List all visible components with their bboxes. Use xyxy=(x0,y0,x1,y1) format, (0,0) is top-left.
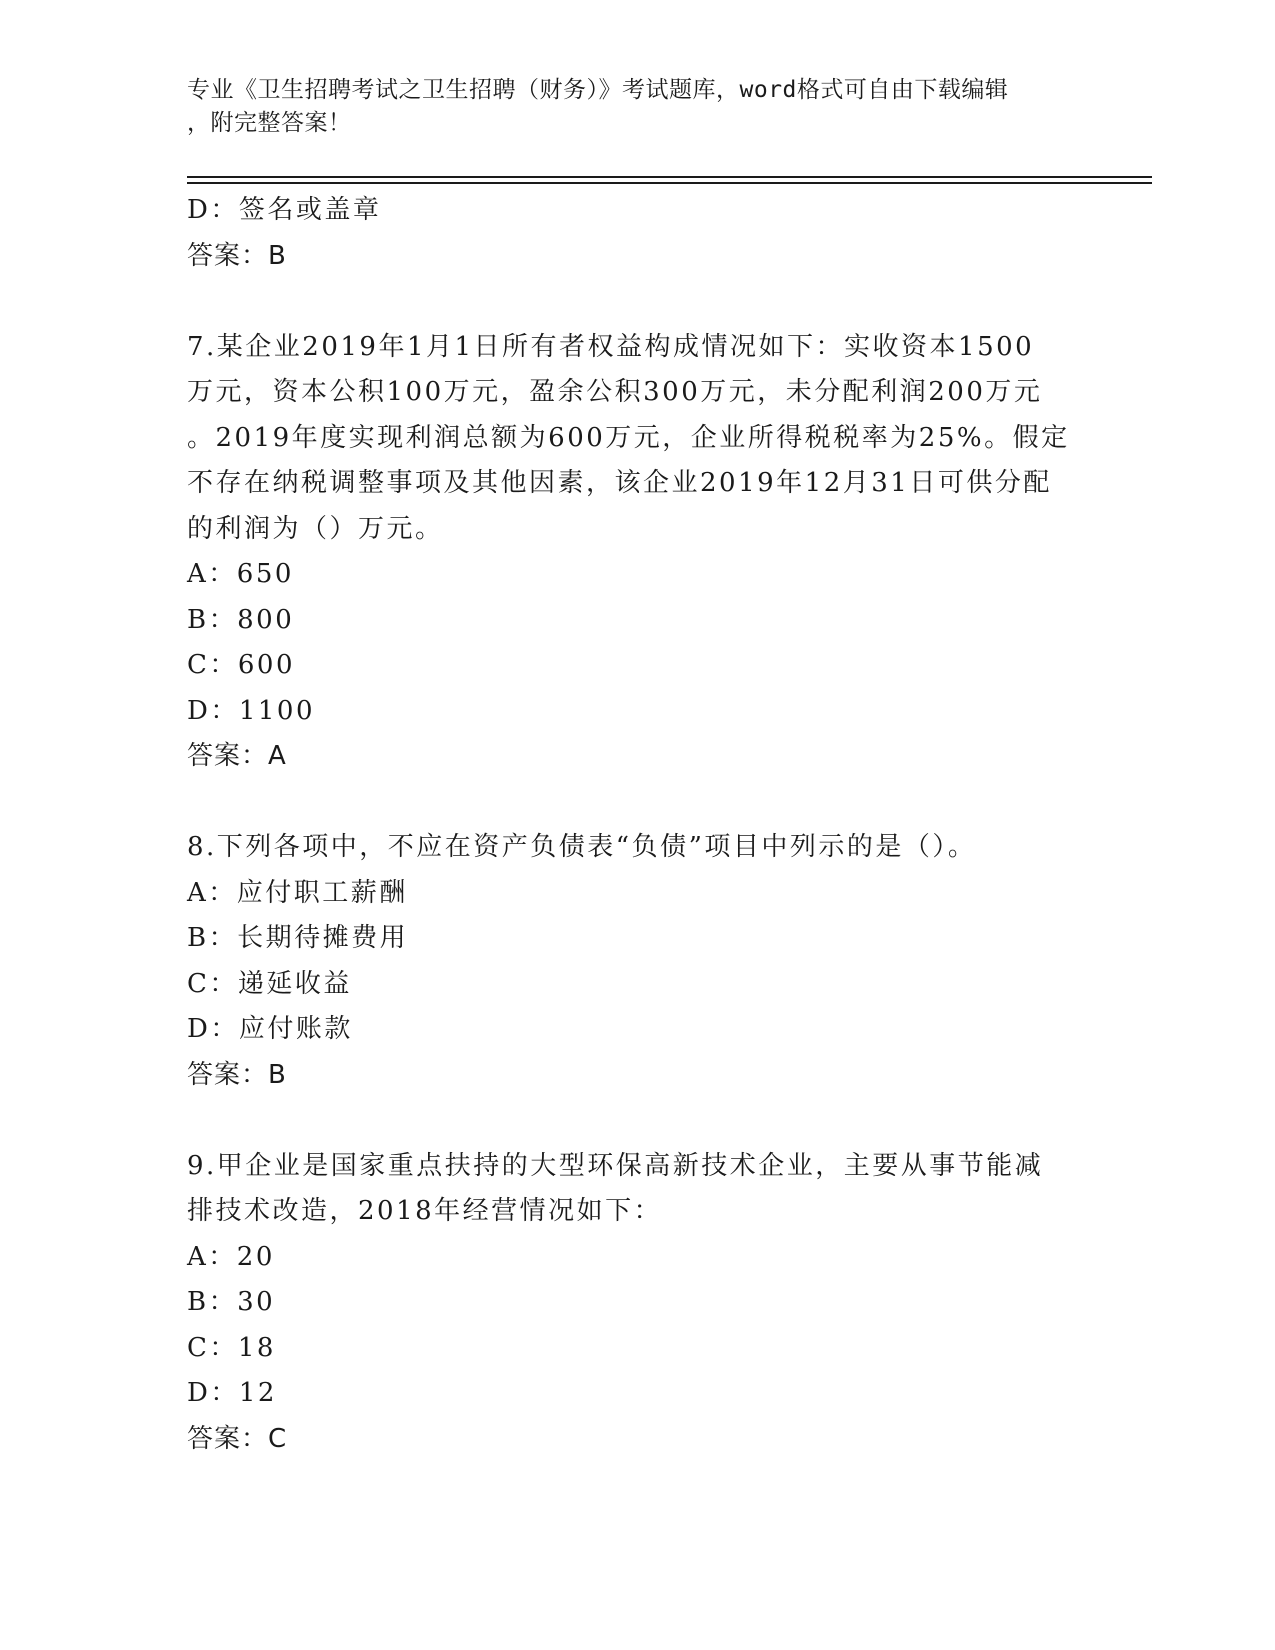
question-8-option-a: A：应付职工薪酬 xyxy=(187,877,408,908)
question-7-option-b: B：800 xyxy=(187,604,295,635)
question-7 xyxy=(187,325,1087,780)
question-8-option-c: C：递延收益 xyxy=(187,968,352,999)
question-7-option-a: A：650 xyxy=(187,559,294,589)
header-rule-top xyxy=(187,176,1152,178)
question-7-line-4: 不存在纳税调整事项及其他因素，该企业2019年12月31日可供分配 xyxy=(187,468,1052,498)
question-8-answer: 答案：B xyxy=(187,1059,287,1090)
spacer xyxy=(187,780,1087,826)
question-9 xyxy=(187,1144,1087,1463)
prev-option-d: D：签名或盖章 xyxy=(187,195,382,225)
question-9-line-2: 排技术改造，2018年经营情况如下： xyxy=(187,1196,663,1226)
question-9-option-c: C：18 xyxy=(187,1332,276,1363)
question-9-option-b: B：30 xyxy=(187,1287,276,1317)
question-7-answer: 答案：A xyxy=(187,741,287,771)
header-line-1: 专业《卫生招聘考试之卫生招聘（财务）》考试题库，word格式可自由下载编辑 xyxy=(187,77,1009,103)
question-9-option-d: D：12 xyxy=(187,1378,277,1408)
header-line-2: ，附完整答案！ xyxy=(187,110,352,136)
question-7-option-c: C：600 xyxy=(187,650,296,680)
spacer xyxy=(187,1098,1087,1144)
question-7-option-d: D：1100 xyxy=(187,695,316,726)
spacer xyxy=(187,279,1087,325)
document-header xyxy=(187,74,1067,140)
question-8-option-d: D：应付账款 xyxy=(187,1014,353,1044)
question-9-line-1: 9.甲企业是国家重点扶持的大型环保高新技术企业，主要从事节能减 xyxy=(187,1150,1044,1181)
question-8-option-b: B：长期待摊费用 xyxy=(187,923,409,953)
document-body xyxy=(187,188,1087,1462)
question-8 xyxy=(187,825,1087,1098)
question-7-line-5: 的利润为（）万元。 xyxy=(187,513,444,544)
question-7-line-3: 。2019年度实现利润总额为600万元，企业所得税税率为25%。假定 xyxy=(187,422,1070,453)
header-rule-bottom xyxy=(187,182,1152,184)
question-8-line-1: 8.下列各项中，不应在资产负债表“负债”项目中列示的是（）。 xyxy=(187,832,977,862)
question-9-answer: 答案：C xyxy=(187,1423,288,1454)
prev-answer: 答案：B xyxy=(187,240,287,271)
question-7-line-1: 7.某企业2019年1月1日所有者权益构成情况如下：实收资本1500 xyxy=(187,331,1035,362)
question-9-option-a: A：20 xyxy=(187,1241,275,1272)
question-7-line-2: 万元，资本公积100万元，盈余公积300万元，未分配利润200万元 xyxy=(187,377,1043,407)
